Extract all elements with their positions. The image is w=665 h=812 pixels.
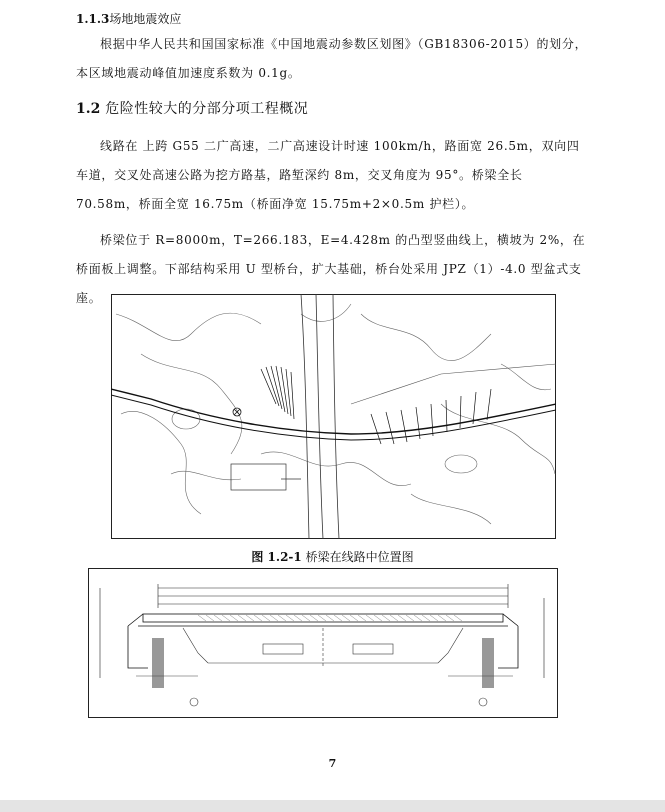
section-title: 场地地震效应: [109, 12, 182, 26]
paragraph-bridge-structure: 桥梁位于 R=8000m，T=266.183，E=4.428m 的凸型竖曲线上，横坡为 2%，在桥面板上调整。下部结构采用 U 型桥台，扩大基础，桥台处采用 JPZ（1）-4.0 型盆式支座。: [76, 233, 586, 305]
section-number: 1.2: [76, 101, 101, 117]
section-title: 危险性较大的分部分项工程概况: [105, 101, 309, 117]
section-number: 1.1.3: [76, 12, 110, 26]
paragraph-overview: 线路在 上跨 G55 二广高速，二广高速设计时速 100km/h，路面宽 26.5m，双向四车道，交叉处高速公路为挖方路基，路堑深约 8m，交叉角度为 95°。桥梁全长 70.58m，桥面全宽 16.75m（桥面净宽 15.75m+2×0.5m 护栏）。: [76, 139, 580, 211]
section-heading-1-2: [76, 98, 308, 118]
paragraph-seismic: 根据中华人民共和国国家标准《中国地震动参数区划图》（GB18306-2015）的划分，本区域地震动峰值加速度系数为 0.1g。: [76, 37, 588, 80]
bridge-elevation-drawing: [88, 568, 558, 718]
figure-caption: [0, 548, 665, 565]
page-number: 7: [328, 757, 337, 770]
figure-number: 图 1.2-1: [251, 550, 302, 564]
section-heading-1-1-3: [76, 10, 181, 27]
figure-title: 桥梁在线路中位置图: [305, 550, 414, 564]
page-bottom-edge: [0, 800, 665, 812]
location-plan-drawing: [111, 294, 556, 539]
